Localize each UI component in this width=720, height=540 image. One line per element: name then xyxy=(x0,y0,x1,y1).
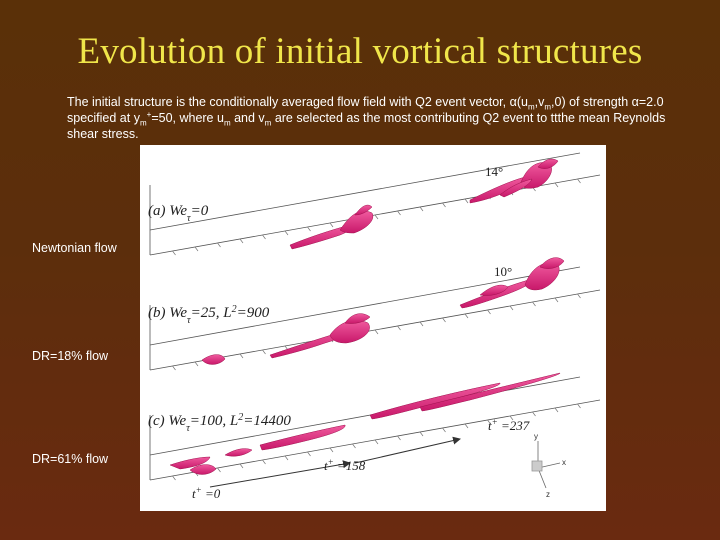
axis-tick xyxy=(398,211,401,215)
time-label-t158: t+ =158 xyxy=(324,457,366,473)
axis-tick xyxy=(420,322,423,326)
vortex-a6 xyxy=(538,159,558,169)
axis-tick xyxy=(218,468,221,472)
panel-b-label: (b) $We_\tau=25$, $L^2=900$ xyxy=(148,303,270,326)
desc-text: =2.0 specified at y xyxy=(67,95,664,125)
axis-x-label: x xyxy=(562,458,566,467)
panel-a-vortices xyxy=(290,159,558,249)
vortex-figure xyxy=(140,145,606,511)
vortex-c3 xyxy=(370,383,500,419)
desc-text: The initial structure is the conditionally averaged flow field with Q2 event vector, xyxy=(67,95,510,109)
axis-tick xyxy=(330,223,333,227)
desc-text: are selected as the most contributing Q2 event to ttthe mean Reynolds shear stress. xyxy=(67,111,666,141)
axis-tick xyxy=(443,318,446,322)
axis-tick xyxy=(465,314,468,318)
axis-tick xyxy=(263,460,266,464)
axis-y-label: y xyxy=(534,432,538,441)
axis-tick xyxy=(398,436,401,440)
label-dr61-flow: DR=61% flow xyxy=(32,452,109,466)
desc-text: ,0) of strength xyxy=(551,95,632,109)
angle-label-b: 10° xyxy=(494,264,513,279)
axis-tick xyxy=(375,330,378,334)
axis-tick xyxy=(533,302,536,306)
axis-tick xyxy=(285,456,288,460)
axis-tick xyxy=(443,428,446,432)
desc-sub: m xyxy=(139,118,147,128)
vortex-c5 xyxy=(225,449,252,457)
vortex-b6 xyxy=(540,258,564,269)
axis-tick xyxy=(218,243,221,247)
axis-tick xyxy=(555,298,558,302)
slide-description xyxy=(67,94,667,142)
label-newtonian-flow: Newtonian flow xyxy=(32,241,117,255)
time-arrow-2 xyxy=(355,439,460,463)
axis-tick xyxy=(578,404,581,408)
axis-tick xyxy=(195,362,198,366)
desc-sup: + xyxy=(146,109,152,119)
angle-label-a: 14° xyxy=(485,164,504,179)
axis-tick xyxy=(240,354,243,358)
axis-tick xyxy=(195,247,198,251)
axis-tick xyxy=(240,464,243,468)
blob-b-left xyxy=(202,355,225,365)
time-label-t0: t+ =0 xyxy=(192,485,221,501)
axis-cube xyxy=(532,461,542,471)
desc-text: (u xyxy=(516,95,528,109)
axis-tick xyxy=(555,408,558,412)
axis-tick xyxy=(330,448,333,452)
axis-tick xyxy=(263,235,266,239)
axis-tick xyxy=(488,310,491,314)
label-dr18-flow: DR=18% flow xyxy=(32,349,109,363)
axis-tick xyxy=(285,231,288,235)
axis-tick xyxy=(578,294,581,298)
axis-tick xyxy=(173,251,176,255)
axis-tick xyxy=(398,326,401,330)
desc-sub: m xyxy=(544,102,552,112)
slide-title: Evolution of initial vortical structures xyxy=(77,31,643,72)
axis-tick xyxy=(533,412,536,416)
axis-tick xyxy=(578,179,581,183)
axis-tick xyxy=(420,207,423,211)
axis-tick xyxy=(173,366,176,370)
axis-tick xyxy=(555,183,558,187)
axis-tick xyxy=(375,215,378,219)
desc-text: =50, where u xyxy=(151,111,224,125)
vortex-figure-svg xyxy=(140,145,606,511)
axis-z-label: z xyxy=(546,490,550,499)
axis-tick xyxy=(240,239,243,243)
desc-text: and v xyxy=(230,111,265,125)
desc-text: ,v xyxy=(534,95,545,109)
axis-tick xyxy=(308,227,311,231)
axis-tick xyxy=(443,203,446,207)
desc-alpha: α xyxy=(509,95,517,109)
coordinate-axes-icon xyxy=(532,441,560,488)
axis-tick xyxy=(420,432,423,436)
panel-c-label: (c) $We_\tau=100$, $L^2=14400$ xyxy=(148,411,291,434)
vortex-c4 xyxy=(420,373,560,411)
axis-tick xyxy=(465,199,468,203)
axis-tick xyxy=(263,350,266,354)
desc-sub: m xyxy=(527,102,535,112)
panel-b-vortices xyxy=(270,258,564,358)
desc-sub: m xyxy=(264,118,272,128)
axis-tick xyxy=(375,440,378,444)
time-label-t237: t+ =237 xyxy=(488,417,530,433)
desc-alpha: α xyxy=(631,95,639,109)
axis-tick xyxy=(173,476,176,480)
desc-sub: m xyxy=(223,118,231,128)
panel-a-label: (a) $We_\tau=0$ xyxy=(148,203,209,224)
axis-tick xyxy=(465,424,468,428)
axis-tick xyxy=(308,452,311,456)
axis-tick xyxy=(510,306,513,310)
axis-tick xyxy=(353,444,356,448)
